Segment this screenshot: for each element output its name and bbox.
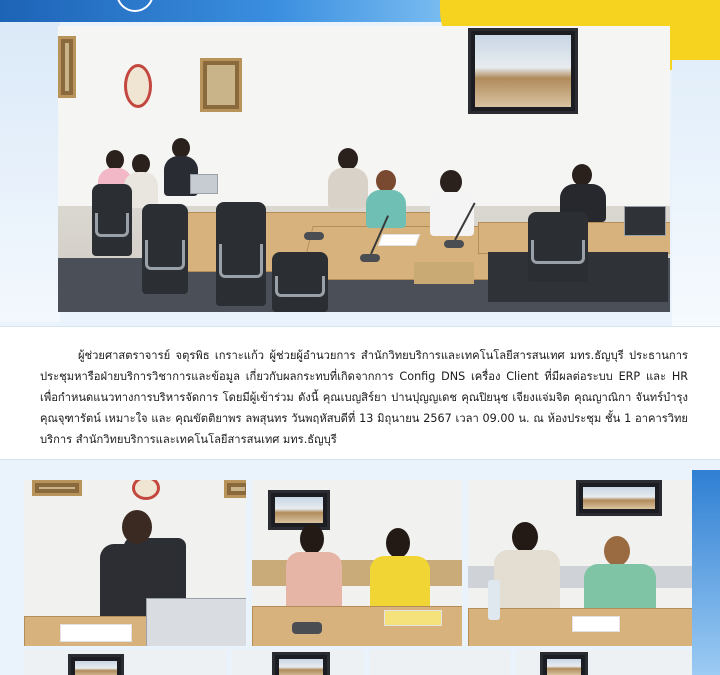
document-paper [384, 610, 442, 626]
office-chair [216, 202, 266, 306]
wall-portrait-frame [200, 58, 242, 112]
wall-tv-screen [468, 28, 578, 114]
university-crest-icon [124, 64, 152, 108]
side-decoration-left [0, 22, 60, 322]
side-decoration-right [672, 60, 720, 330]
side-decoration-bottom-right [692, 470, 720, 675]
photo-cropped-1 [24, 650, 226, 675]
photo-cropped-2 [232, 650, 364, 675]
office-chair [92, 184, 132, 256]
wall-tv-screen [576, 480, 662, 516]
laptop [146, 598, 246, 646]
water-bottle [488, 580, 500, 620]
laptop [190, 174, 218, 194]
office-chair [272, 252, 328, 312]
document-paper [572, 616, 620, 632]
microphone-icon [444, 240, 464, 248]
photo-cropped-4 [516, 650, 692, 675]
microphone-icon [304, 232, 324, 240]
photo-participants-right [468, 480, 692, 646]
caption-panel [0, 326, 720, 460]
office-chair [528, 212, 588, 282]
camera-icon [414, 262, 474, 284]
wall-tv-screen [68, 654, 124, 675]
laptop [624, 206, 666, 236]
office-chair [142, 204, 188, 294]
wall-tv-screen [272, 652, 330, 675]
university-crest-icon [132, 480, 160, 500]
document-paper [60, 624, 132, 642]
microphone-icon [360, 254, 380, 262]
wall-tv-screen [268, 490, 330, 530]
wall-portrait-frame [32, 480, 82, 496]
header-band-blue [0, 0, 460, 22]
microphone-icon [292, 622, 322, 634]
photo-cropped-3 [370, 650, 510, 675]
caption-text: ผู้ช่วยศาสตราจารย์ จตุรพิธ เกราะแก้ว ผู้ช่วยผู้อำนวยการ สำนักวิทยบริการและเทคโนโลยีสารสนเทศ มทร.ธัญบุรี ประธานการประชุมหารือฝ่ายบริการวิชาการและข้อมูล เกี่ยวกับผลกระทบที่เกิดจากการ Config DNS เครื่อง Client ที่มีผลต่อระบบ ERP และ HR เพื่อกำหนดแนวทางการบริหารจัดการ โดยมีผู้เข้าร่วม ดังนี้ คุณเบญสิร์ยา ปานปุญญเดช คุณปิยนุช เจียงแจ่มจิต คุณญาณิกา จันทร์บำรุง คุณจุฑารัตน์ เหมาะใจ และ คุณขัตติยาพร ลพสุนทร วันพฤหัสบดีที่ 13 มิถุนายน 2567 เวลา 09.00 น. ณ ห้องประชุม ชั้น 1 อาคารวิทยบริการ สำนักวิทยบริการและเทคโนโลยีสารสนเทศ มทร.ธัญบุรี [40, 349, 688, 446]
photo-meeting-room-wide [58, 26, 670, 312]
wall-portrait-frame [224, 480, 246, 498]
wall-tv-screen [540, 652, 588, 675]
photo-chairperson [24, 480, 246, 646]
document-paper [378, 234, 420, 246]
wall-portrait-frame [58, 36, 76, 98]
photo-participants-middle [252, 480, 462, 646]
